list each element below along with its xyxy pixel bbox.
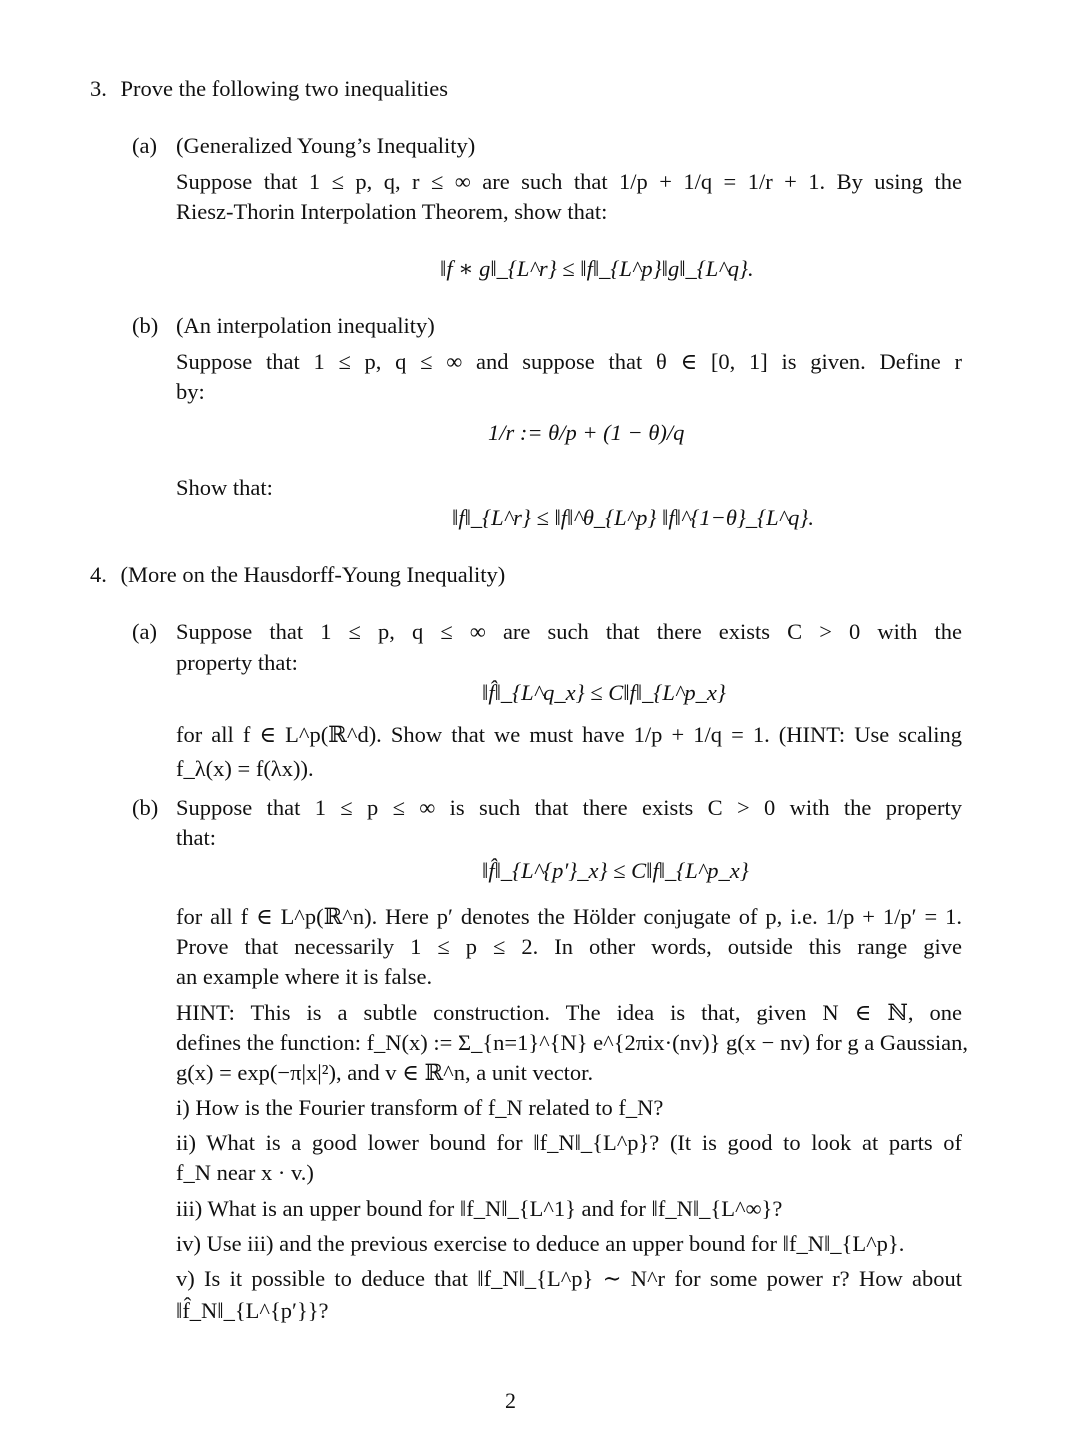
- problem-4b-question-iv: iv) Use iii) and the previous exercise to deduce an upper bound for ‖f_N‖_{L^p}.: [176, 1231, 905, 1256]
- problem-3a-line-2: Riesz-Thorin Interpolation Theorem, show that:: [176, 199, 608, 224]
- problem-4b-question-ii-cont: f_N near x · v.): [176, 1160, 314, 1185]
- problem-4b-question-v-cont: ‖f̂_N‖_{L^{p′}}?: [176, 1298, 329, 1323]
- problem-4-number: 4.: [90, 562, 107, 587]
- problem-4a-line-2: property that:: [176, 650, 298, 675]
- problem-4-header: [90, 560, 505, 590]
- problem-4b-hint-line-1: HINT: This is a subtle construction. The idea is that, given N ∈ ℕ, one: [176, 1000, 962, 1025]
- problem-4b-question-v: v) Is it possible to deduce that ‖f_N‖_{L^p} ∼ N^r for some power r? How about: [176, 1266, 962, 1291]
- problem-4b-label: (b): [132, 795, 159, 820]
- problem-4b-after-line-3: an example where it is false.: [176, 964, 433, 989]
- problem-3-heading: Prove the following two inequalities: [120, 76, 448, 101]
- problem-4a-after-line-2: f_λ(x) = f(λx)).: [176, 756, 314, 781]
- problem-4a-display-inequality: ‖f̂‖_{L^q_x} ≤ C‖f‖_{L^p_x}: [482, 680, 726, 705]
- problem-3a-line-1: Suppose that 1 ≤ p, q, r ≤ ∞ are such that 1/p + 1/q = 1/r + 1. By using the: [176, 169, 962, 194]
- problem-4b-after-line-1: for all f ∈ L^p(ℝ^n). Here p′ denotes the Hölder conjugate of p, i.e. 1/p + 1/p′ = 1.: [176, 904, 962, 929]
- problem-4b-hint-line-3: g(x) = exp(−π|x|²), and v ∈ ℝ^n, a unit vector.: [176, 1060, 594, 1085]
- problem-3b-label: (b): [132, 313, 159, 338]
- problem-4-heading: (More on the Hausdorff-Young Inequality): [120, 562, 506, 587]
- problem-3-number: 3.: [90, 76, 107, 101]
- problem-3b-definition-of-r: 1/r := θ/p + (1 − θ)/q: [488, 420, 685, 445]
- problem-3b-line-1: Suppose that 1 ≤ p, q ≤ ∞ and suppose that θ ∈ [0, 1] is given. Define r: [176, 349, 962, 374]
- problem-4b-question-iii: iii) What is an upper bound for ‖f_N‖_{L^1} and for ‖f_N‖_{L^∞}?: [176, 1196, 783, 1221]
- problem-3a-display-equation: ‖f ∗ g‖_{L^r} ≤ ‖f‖_{L^p}‖g‖_{L^q}.: [440, 256, 754, 281]
- problem-4b-hint-line-2: defines the function: f_N(x) := Σ_{n=1}^{N} e^{2πix·(nv)} g(x − nv) for g a Gaussian,: [176, 1030, 969, 1055]
- problem-4b-display-inequality: ‖f̂‖_{L^{p′}_x} ≤ C‖f‖_{L^p_x}: [482, 858, 749, 883]
- problem-3b-display-inequality: ‖f‖_{L^r} ≤ ‖f‖^θ_{L^p} ‖f‖^{1−θ}_{L^q}.: [452, 505, 815, 530]
- problem-4b-question-i: i) How is the Fourier transform of f_N related to f_N?: [176, 1095, 664, 1120]
- problem-3a-label: (a): [132, 133, 157, 158]
- problem-3b-line-2: by:: [176, 379, 205, 404]
- problem-4a-label: (a): [132, 619, 157, 644]
- problem-3-header: [90, 74, 448, 104]
- problem-4a-after-line-1: for all f ∈ L^p(ℝ^d). Show that we must have 1/p + 1/q = 1. (HINT: Use scaling: [176, 722, 962, 747]
- problem-4b-after-line-2: Prove that necessarily 1 ≤ p ≤ 2. In other words, outside this range give: [176, 934, 962, 959]
- problem-3b-title: (An interpolation inequality): [176, 313, 435, 338]
- problem-4b-line-1: Suppose that 1 ≤ p ≤ ∞ is such that there exists C > 0 with the property: [176, 795, 962, 820]
- problem-3b-show-that: Show that:: [176, 475, 273, 500]
- problem-4b-question-ii: ii) What is a good lower bound for ‖f_N‖_{L^p}? (It is good to look at parts of: [176, 1130, 962, 1155]
- page-number: 2: [505, 1388, 516, 1413]
- problem-4b-line-2: that:: [176, 825, 216, 850]
- problem-3a-title: (Generalized Young’s Inequality): [176, 133, 476, 158]
- problem-4a-line-1: Suppose that 1 ≤ p, q ≤ ∞ are such that there exists C > 0 with the: [176, 619, 962, 644]
